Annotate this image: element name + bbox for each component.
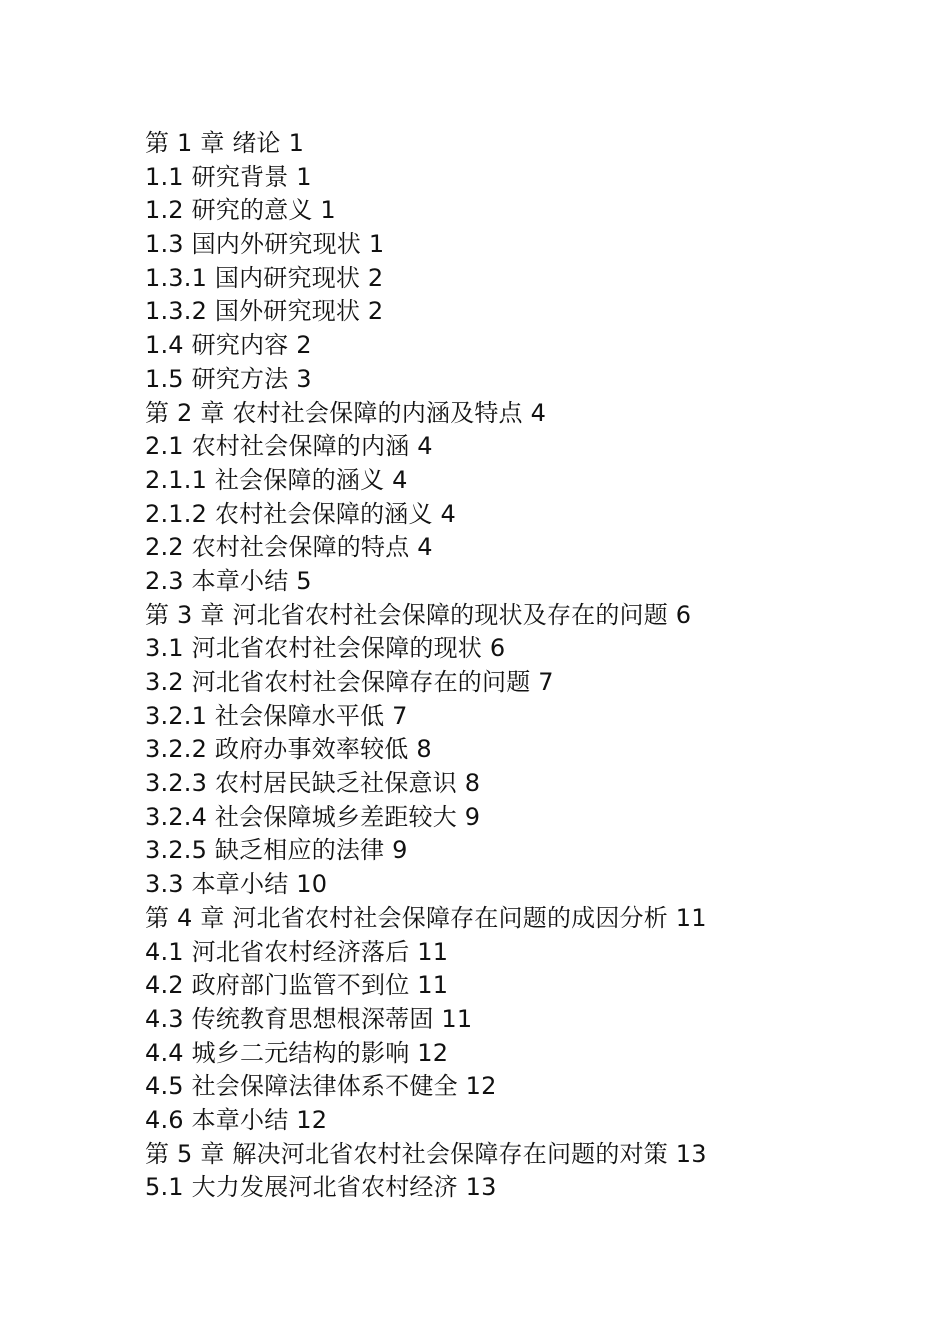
toc-entry: 1.5 研究方法 3 xyxy=(145,364,312,393)
toc-entry: 3.2.4 社会保障城乡差距较大 9 xyxy=(145,802,481,831)
toc-entry: 5.1 大力发展河北省农村经济 13 xyxy=(145,1173,497,1202)
toc-entry: 第 4 章 河北省农村社会保障存在问题的成因分析 11 xyxy=(145,903,707,932)
toc-entry: 3.2.2 政府办事效率较低 8 xyxy=(145,735,432,764)
toc-entry: 1.3 国内外研究现状 1 xyxy=(145,230,385,259)
toc-entry: 第 5 章 解决河北省农村社会保障存在问题的对策 13 xyxy=(145,1139,707,1168)
toc-entry: 第 2 章 农村社会保障的内涵及特点 4 xyxy=(145,398,547,427)
toc-entry: 4.4 城乡二元结构的影响 12 xyxy=(145,1038,449,1067)
toc-entry: 1.1 研究背景 1 xyxy=(145,162,312,191)
toc-entry: 3.2.3 农村居民缺乏社保意识 8 xyxy=(145,769,481,798)
table-of-contents xyxy=(145,127,905,1205)
toc-entry: 4.6 本章小结 12 xyxy=(145,1105,328,1134)
toc-entry: 第 1 章 绪论 1 xyxy=(145,129,305,157)
toc-entry: 1.4 研究内容 2 xyxy=(145,331,312,360)
toc-entry: 1.3.2 国外研究现状 2 xyxy=(145,297,384,326)
toc-entry: 2.1.2 农村社会保障的涵义 4 xyxy=(145,499,456,528)
toc-entry: 3.1 河北省农村社会保障的现状 6 xyxy=(145,634,506,663)
toc-entry: 第 3 章 河北省农村社会保障的现状及存在的问题 6 xyxy=(145,600,692,629)
toc-entry: 1.3.1 国内研究现状 2 xyxy=(145,263,384,292)
toc-entry: 4.1 河北省农村经济落后 11 xyxy=(145,937,449,966)
toc-entry: 2.1.1 社会保障的涵义 4 xyxy=(145,465,408,494)
toc-entry: 1.2 研究的意义 1 xyxy=(145,196,336,225)
toc-entry: 4.3 传统教育思想根深蒂固 11 xyxy=(145,1004,473,1033)
toc-entry: 4.5 社会保障法律体系不健全 12 xyxy=(145,1072,497,1101)
toc-entry: 3.2 河北省农村社会保障存在的问题 7 xyxy=(145,668,554,696)
toc-entry: 2.2 农村社会保障的特点 4 xyxy=(145,533,433,562)
toc-entry: 2.1 农村社会保障的内涵 4 xyxy=(145,432,433,461)
toc-entry: 3.2.1 社会保障水平低 7 xyxy=(145,701,408,730)
toc-entry: 3.2.5 缺乏相应的法律 9 xyxy=(145,836,408,865)
toc-entry: 4.2 政府部门监管不到位 11 xyxy=(145,971,449,1000)
toc-entry: 2.3 本章小结 5 xyxy=(145,566,312,595)
toc-entry: 3.3 本章小结 10 xyxy=(145,870,328,899)
